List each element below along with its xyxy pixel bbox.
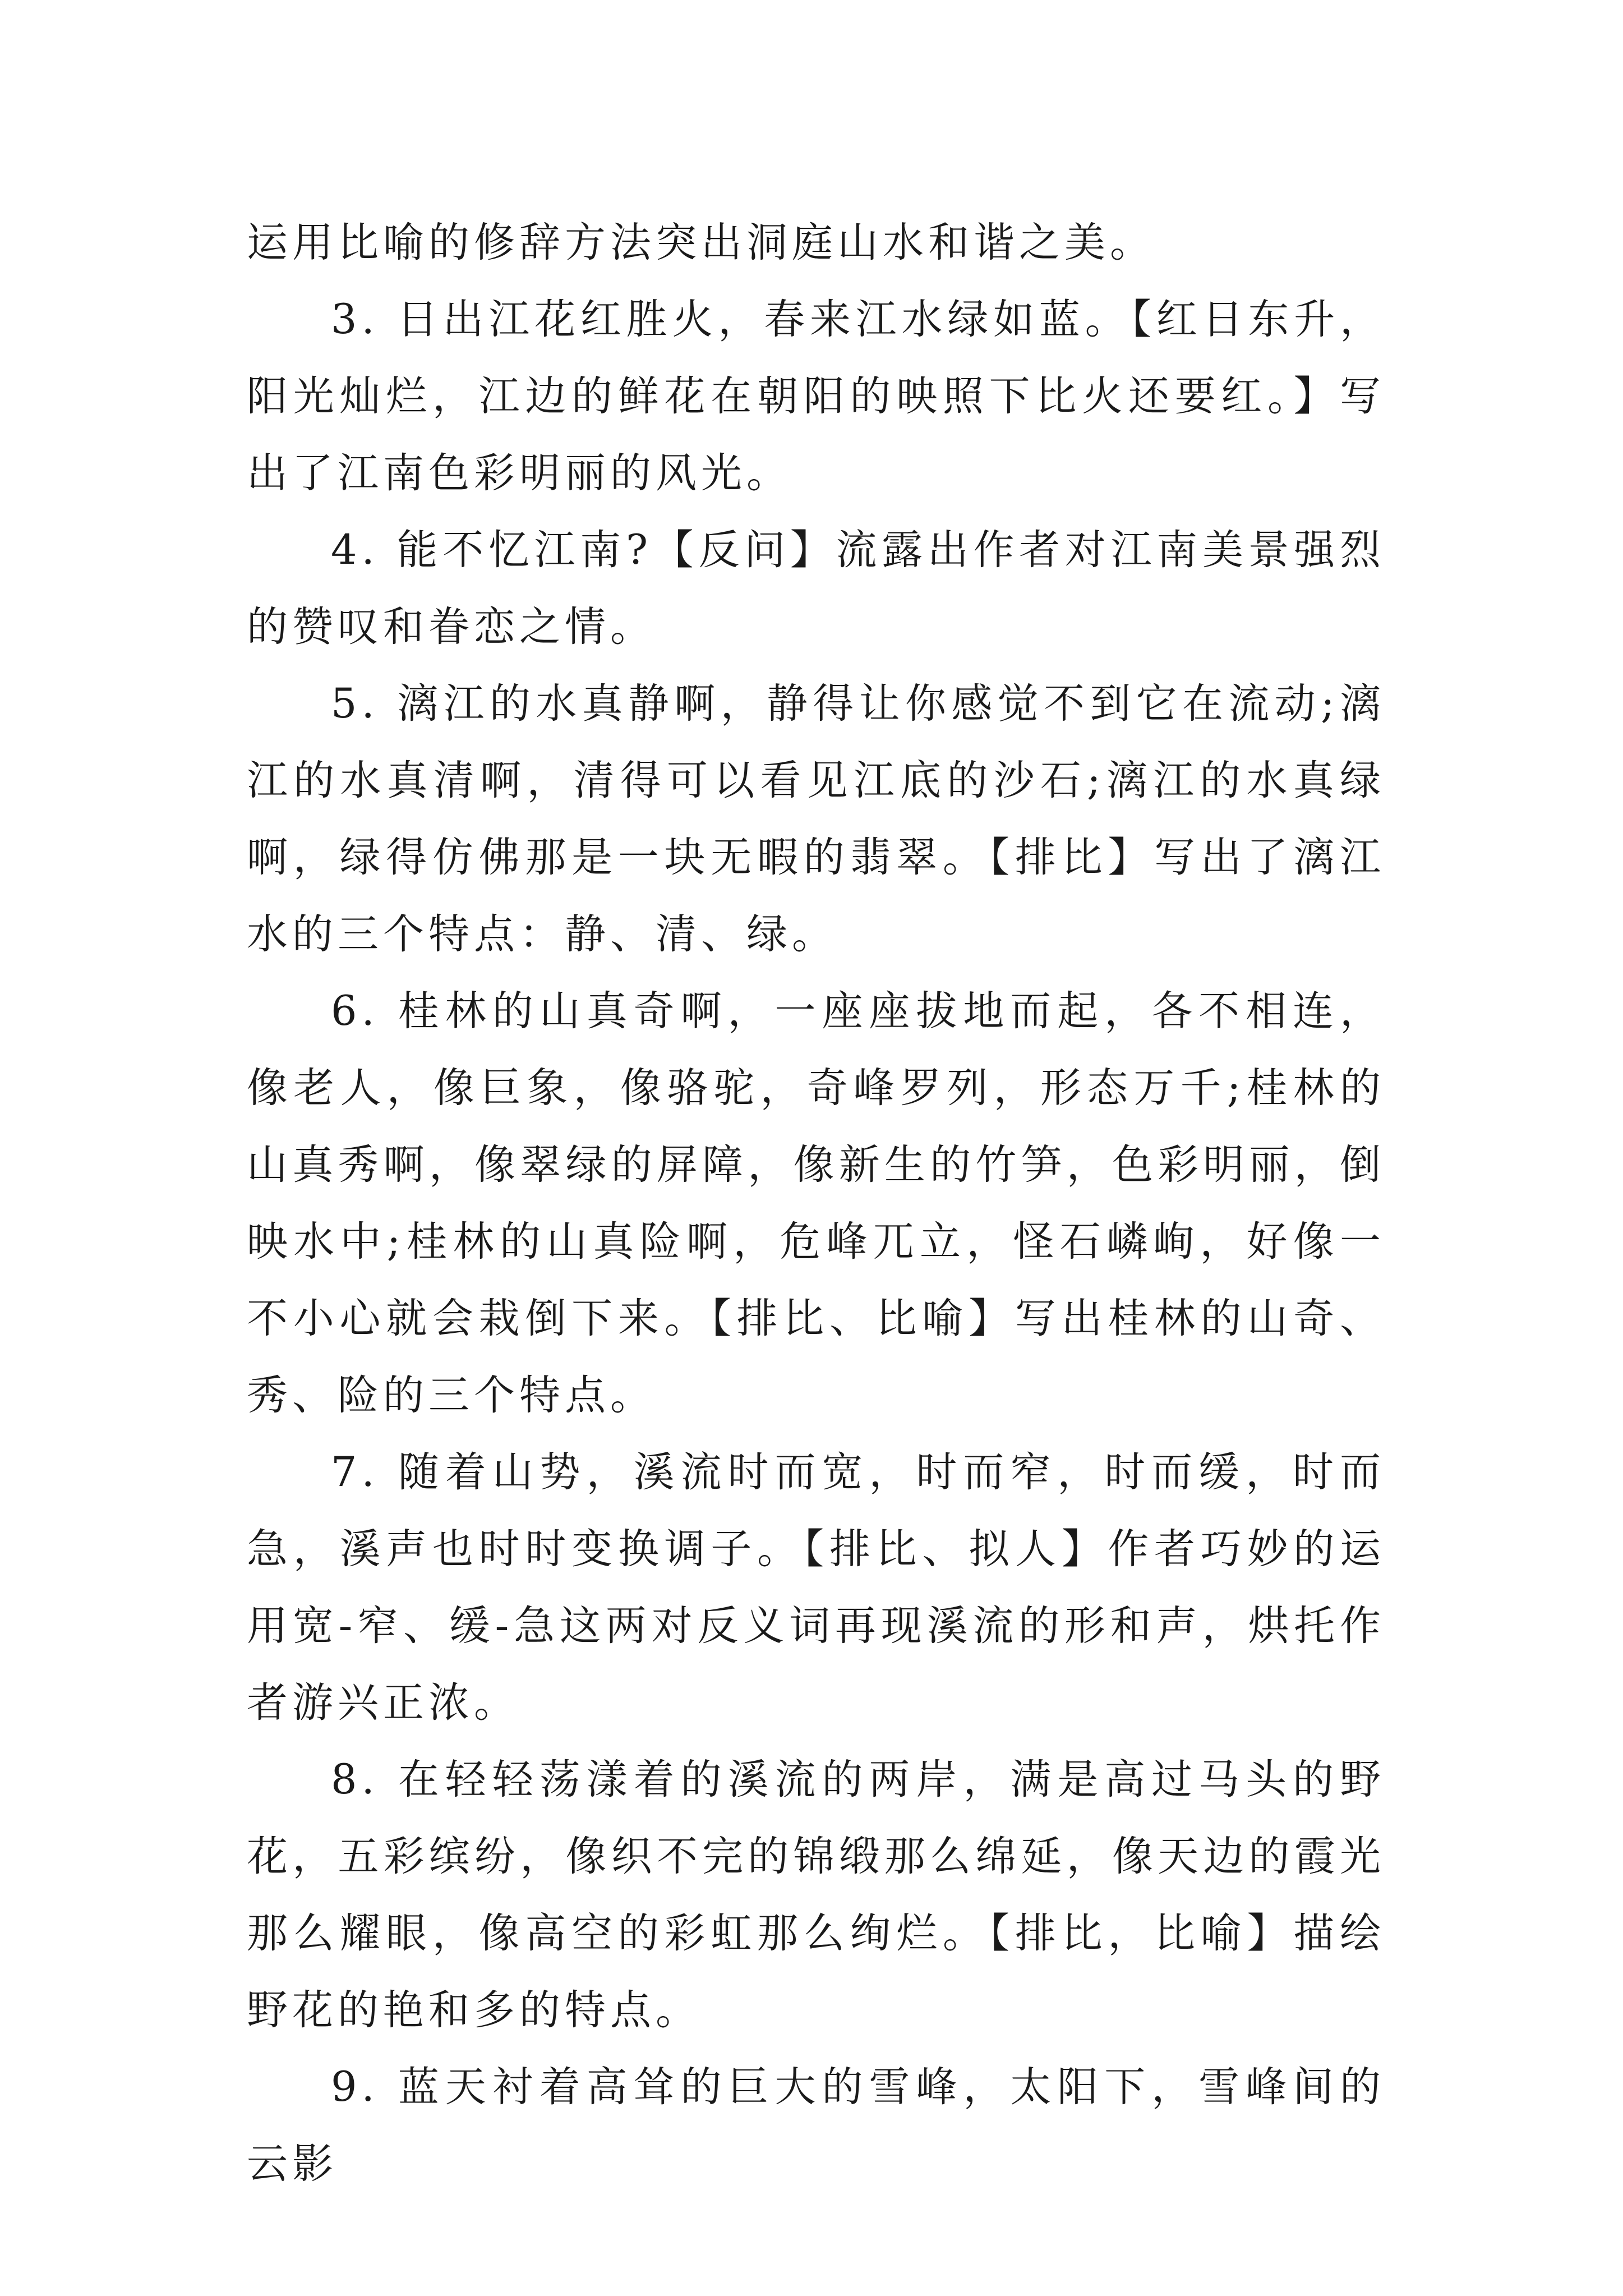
paragraph-item-7: 7. 随着山势，溪流时而宽，时而窄，时而缓，时而急，溪声也时时变换调子。【排比、拟人】作者巧妙的运用宽-窄、缓-急这两对反义词再现溪流的形和声，烘托作者游兴正浓。	[247, 1448, 1385, 1727]
paragraph-item-6: 6. 桂林的山真奇啊，一座座拔地而起，各不相连，像老人，像巨象，像骆驼，奇峰罗列，形态万千;桂林的山真秀啊，像翠绿的屏障，像新生的竹笋，色彩明丽，倒映水中;桂林的山真险啊，危峰兀立，怪石嶙峋，好像一不小心就会栽倒下来。【排比、比喻】写出桂林的山奇、秀、险的三个特点。	[247, 987, 1385, 1419]
paragraph-continuation: 运用比喻的修辞方法突出洞庭山水和谐之美。	[247, 219, 1155, 266]
paragraph-item-4: 4. 能不忆江南?【反问】流露出作者对江南美景强烈的赞叹和眷恋之情。	[247, 526, 1385, 651]
paragraph-item-3: 3. 日出江花红胜火，春来江水绿如蓝。【红日东升，阳光灿烂，江边的鲜花在朝阳的映照下比火还要红。】写出了江南色彩明丽的风光。	[247, 296, 1385, 497]
document-body	[247, 204, 1385, 2202]
paragraph-item-9: 9. 蓝天衬着高耸的巨大的雪峰，太阳下，雪峰间的云影	[247, 2063, 1385, 2188]
paragraph-item-5: 5. 漓江的水真静啊，静得让你感觉不到它在流动;漓江的水真清啊，清得可以看见江底的沙石;漓江的水真绿啊，绿得仿佛那是一块无暇的翡翠。【排比】写出了漓江水的三个特点：静、清、绿。	[247, 680, 1385, 958]
paragraph-item-8: 8. 在轻轻荡漾着的溪流的两岸，满是高过马头的野花，五彩缤纷，像织不完的锦缎那么绵延，像天边的霞光那么耀眼，像高空的彩虹那么绚烂。【排比，比喻】描绘野花的艳和多的特点。	[247, 1756, 1385, 2034]
